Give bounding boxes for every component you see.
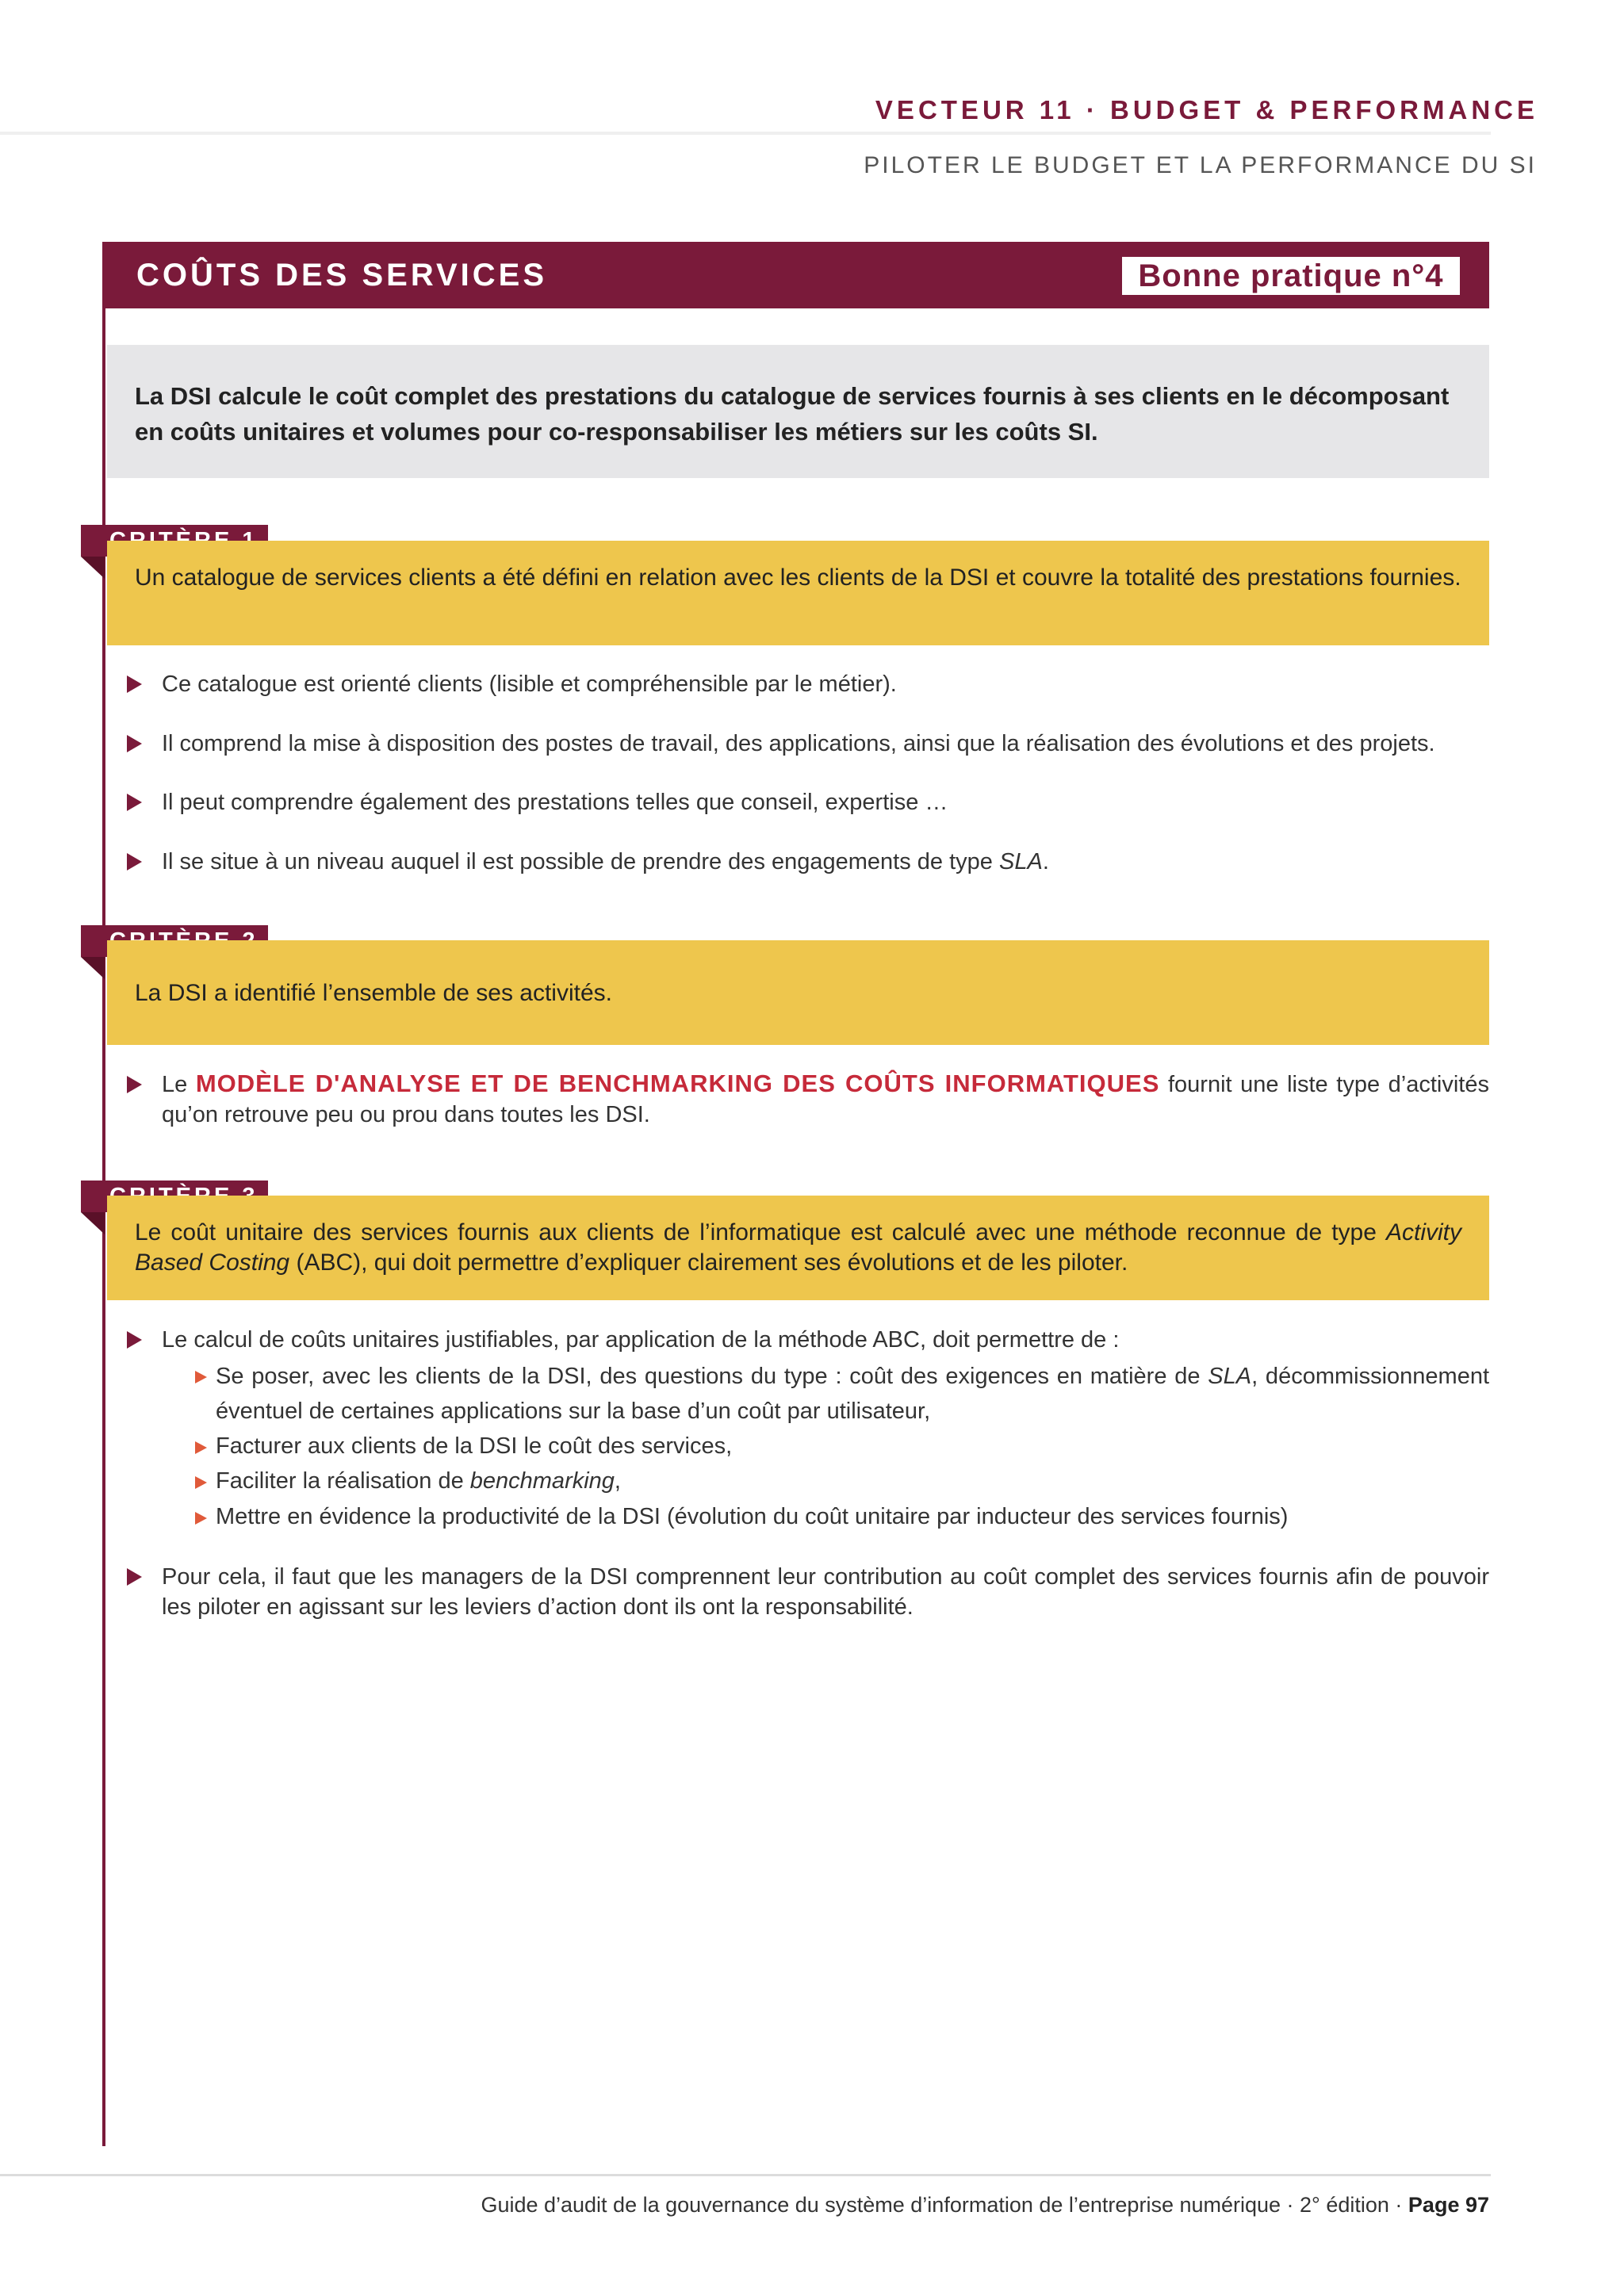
criterion-3-box: Le coût unitaire des services fournis aux clients de l’informatique est calculé avec une méthode reconnue de type Activity Based Costing (ABC), qui doit permettre d’expliquer clairement ses évolutions et de les piloter. <box>107 1196 1489 1300</box>
footer-divider <box>0 2174 1491 2176</box>
vector-subtitle: PILOTER LE BUDGET ET LA PERFORMANCE DU SI <box>864 152 1537 178</box>
header-divider <box>0 132 1491 135</box>
criterion-3-sub-bullet-2: Facturer aux clients de la DSI le coût des services, <box>216 1433 733 1459</box>
bullet-arrow-icon <box>127 1331 142 1349</box>
sub-bullet-arrow-icon <box>195 1476 207 1489</box>
page-footer <box>481 2193 1489 2218</box>
bullet-arrow-icon <box>127 1568 142 1586</box>
criterion-3-sub-bullet-1: Se poser, avec les clients de la DSI, des questions du type : coût des exigences en matière de SLA, décommissionnement éventuel de certaines applications sur la base d’un coût par utilisateur, <box>216 1364 1490 1424</box>
sub-bullet-arrow-icon <box>195 1371 207 1383</box>
practice-badge: Bonne pratique n°4 <box>1120 255 1461 297</box>
bullet-arrow-icon <box>127 1076 142 1093</box>
criterion-tag-fold <box>81 957 105 979</box>
sub-bullet-arrow-icon <box>195 1512 207 1525</box>
criterion-3-bullet-1: Le calcul de coûts unitaires justifiables, par application de la méthode ABC, doit permettre de : <box>162 1327 1120 1353</box>
criterion-1-box: Un catalogue de services clients a été défini en relation avec les clients de la DSI et couvre la totalité des prestations fournies. <box>107 541 1489 645</box>
vector-title: VECTEUR 11 · BUDGET & PERFORMANCE <box>875 95 1538 124</box>
benchmarking-model-link[interactable]: MODÈLE D'ANALYSE ET DE BENCHMARKING DES COÛTS INFORMATIQUES <box>195 1070 1160 1097</box>
criterion-1-bullet-2: Il comprend la mise à disposition des postes de travail, des applications, ainsi que la réalisation des évolutions et des projets. <box>162 731 1435 756</box>
criterion-tag-fold <box>81 557 105 579</box>
sub-bullet-arrow-icon <box>195 1441 207 1454</box>
criterion-3-sub-bullet-3: Faciliter la réalisation de benchmarking, <box>216 1468 621 1494</box>
bullet-arrow-icon <box>127 735 142 752</box>
page-number: Page 97 <box>1408 2193 1489 2217</box>
criterion-2-bullet-1: Le MODÈLE D'ANALYSE ET DE BENCHMARKING DES COÛTS INFORMATIQUES fournit une liste type d’activités qu’on retrouve peu ou prou dans toutes les DSI. <box>162 1070 1489 1127</box>
criterion-1-bullet-4: Il se situe à un niveau auquel il est possible de prendre des engagements de type SLA. <box>162 849 1049 874</box>
practice-summary: La DSI calcule le coût complet des prestations du catalogue de services fournis à ses clients en le décomposant en coûts unitaires et volumes pour co-responsabiliser les métiers sur les coûts SI. <box>107 345 1489 478</box>
criterion-tag-fold <box>81 1212 105 1234</box>
bullet-arrow-icon <box>127 675 142 693</box>
criterion-1-bullet-3: Il peut comprendre également des prestations telles que conseil, expertise … <box>162 790 948 815</box>
criterion-3-bullet-2: Pour cela, il faut que les managers de la DSI comprennent leur contribution au coût complet des services fournis afin de pouvoir les piloter en agissant sur les leviers d’action dont ils ont la responsabilité. <box>162 1564 1489 1620</box>
criterion-2-box: La DSI a identifié l’ensemble de ses activités. <box>107 940 1489 1045</box>
criterion-1-bullet-1: Ce catalogue est orienté clients (lisible et compréhensible par le métier). <box>162 672 897 697</box>
section-title: COÛTS DES SERVICES <box>136 258 548 293</box>
footer-text: Guide d’audit de la gouvernance du système d’information de l’entreprise numérique · 2° édition · <box>481 2193 1403 2217</box>
bullet-arrow-icon <box>127 853 142 871</box>
bullet-arrow-icon <box>127 794 142 811</box>
criterion-3-sub-bullet-4: Mettre en évidence la productivité de la DSI (évolution du coût unitaire par inducteur des services fournis) <box>216 1504 1289 1529</box>
